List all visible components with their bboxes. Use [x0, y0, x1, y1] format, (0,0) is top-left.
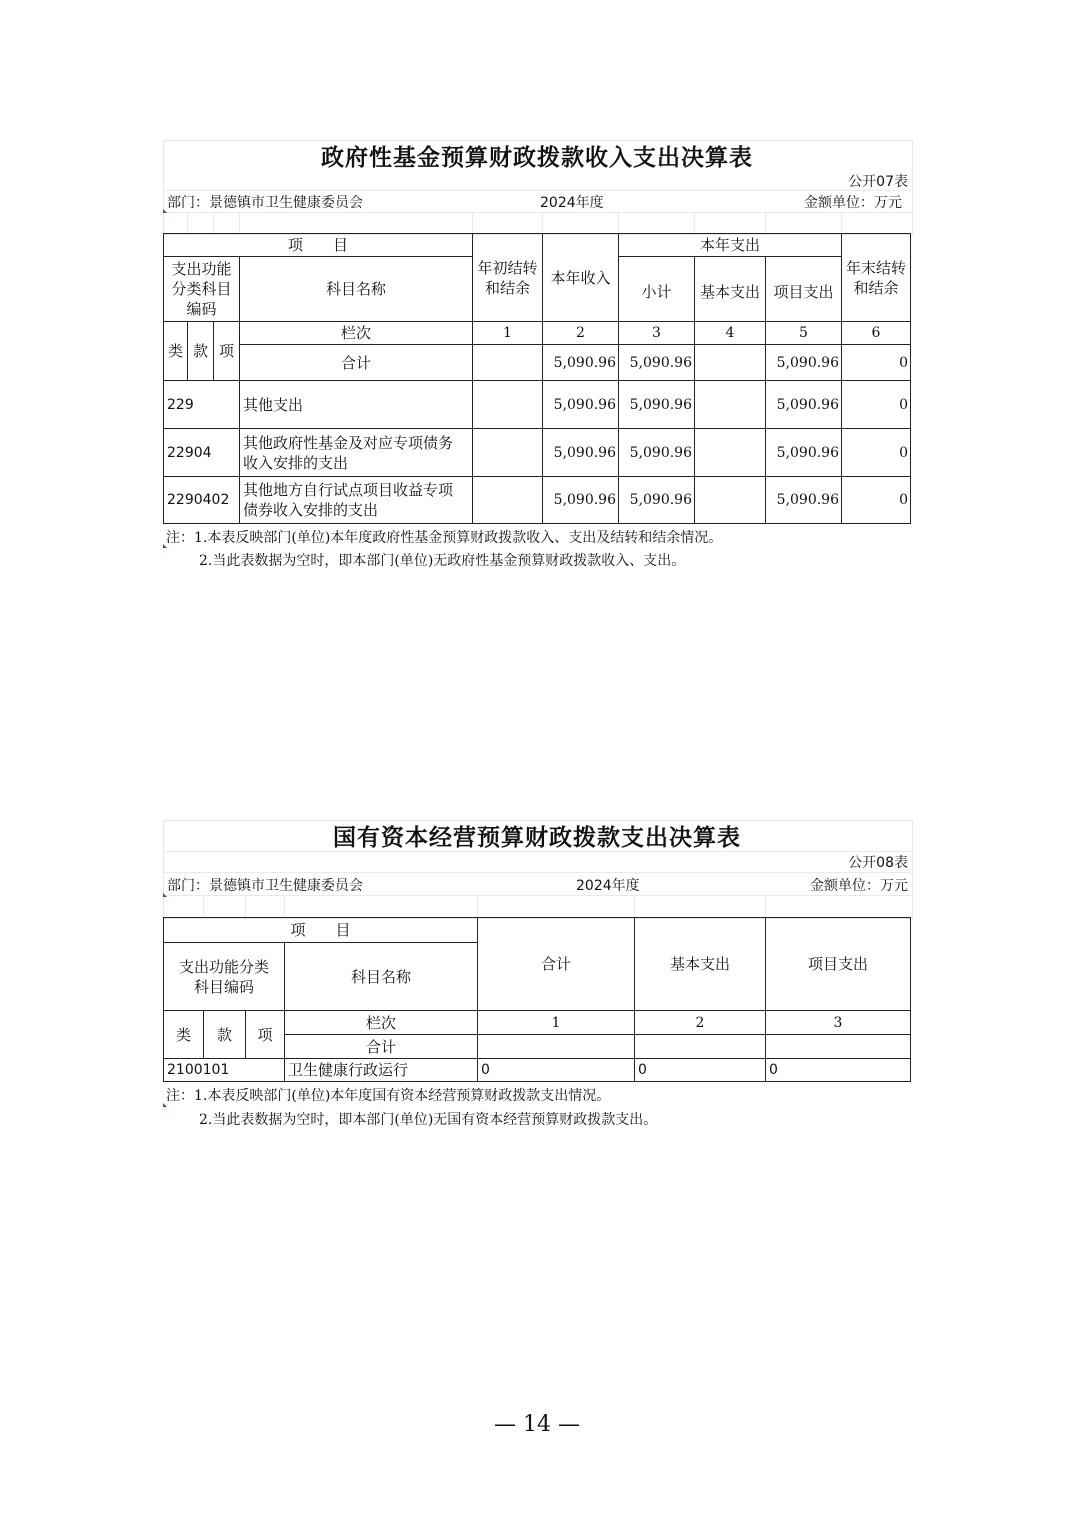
- header-xiangmu: 项 目: [163, 233, 473, 257]
- total-cell: [472, 344, 543, 381]
- row-cell: 5,090.96: [618, 476, 695, 524]
- row-code: 22904: [163, 428, 240, 477]
- cell-marker-icon: [163, 893, 167, 897]
- header-xiang: 项: [213, 321, 240, 381]
- row-name: 其他政府性基金及对应专项债务收入安排的支出: [239, 428, 473, 477]
- note-1: 注：1.本表反映部门(单位)本年度国有资本经营预算财政拨款支出情况。: [166, 1088, 611, 1104]
- row-cell: 5,090.96: [618, 380, 695, 429]
- row-cell: 5,090.96: [618, 428, 695, 477]
- row-cell: 0: [477, 1058, 635, 1082]
- lanci-label: 栏次: [239, 321, 473, 345]
- note-2: 2.当此表数据为空时，即本部门(单位)无国有资本经营预算财政拨款支出。: [199, 1112, 658, 1128]
- header-name: 科目名称: [284, 942, 478, 1011]
- total-label: 合计: [239, 344, 473, 381]
- row-name: 卫生健康行政运行: [284, 1058, 478, 1082]
- header-code: 支出功能分类科目编码: [163, 256, 240, 322]
- header-xiang: 项: [245, 1010, 285, 1059]
- row-cell: 0: [841, 476, 911, 524]
- row-cell: 5,090.96: [765, 428, 842, 477]
- row-cell: [694, 428, 766, 477]
- row-cell: 0: [634, 1058, 766, 1082]
- cell-marker-icon: [163, 544, 167, 548]
- total-cell: [477, 1034, 635, 1059]
- header-nianmo: 年末结转和结余: [841, 233, 911, 322]
- lanci-1: 1: [472, 321, 543, 345]
- lanci-4: 4: [694, 321, 766, 345]
- department-label: 部门：景德镇市卫生健康委员会: [167, 195, 363, 211]
- row-cell: [694, 476, 766, 524]
- total-label: 合计: [284, 1034, 478, 1059]
- total-cell: [694, 344, 766, 381]
- table-title: 政府性基金预算财政拨款收入支出决算表: [321, 145, 753, 171]
- header-xiaoji: 小计: [618, 256, 695, 322]
- row-cell: 5,090.96: [765, 380, 842, 429]
- total-cell: [765, 1034, 911, 1059]
- row-cell: 5,090.96: [542, 380, 619, 429]
- total-cell: 5,090.96: [618, 344, 695, 381]
- page-number: — 14 —: [494, 1412, 580, 1437]
- row-cell: [472, 380, 543, 429]
- row-code: 2290402: [163, 476, 240, 524]
- header-lei: 类: [163, 1010, 204, 1059]
- row-cell: [694, 380, 766, 429]
- header-kuan: 款: [203, 1010, 246, 1059]
- row-name: 其他支出: [239, 380, 473, 429]
- lanci-6: 6: [841, 321, 911, 345]
- lanci-5: 5: [765, 321, 842, 345]
- header-nianchu: 年初结转和结余: [472, 233, 543, 322]
- note-1: 注：1.本表反映部门(单位)本年度政府性基金预算财政拨款收入、支出及结转和结余情况。: [166, 530, 723, 546]
- fiscal-year: 2024年度: [540, 195, 604, 211]
- table-title: 国有资本经营预算财政拨款支出决算表: [333, 825, 741, 851]
- row-cell: 0: [765, 1058, 911, 1082]
- total-cell: 5,090.96: [542, 344, 619, 381]
- header-lei: 类: [163, 321, 188, 381]
- lanci-1: 1: [477, 1010, 635, 1035]
- row-cell: 0: [841, 428, 911, 477]
- cell-marker-icon: [163, 209, 167, 213]
- row-cell: [472, 476, 543, 524]
- row-code: 2100101: [163, 1058, 285, 1082]
- table-code: 公开07表: [848, 174, 908, 190]
- table-code: 公开08表: [848, 855, 908, 871]
- row-cell: 5,090.96: [765, 476, 842, 524]
- fiscal-year: 2024年度: [576, 878, 640, 894]
- row-cell: [472, 428, 543, 477]
- amount-unit: 金额单位：万元: [804, 195, 902, 211]
- total-cell: 5,090.96: [765, 344, 842, 381]
- row-cell: 5,090.96: [542, 428, 619, 477]
- header-name: 科目名称: [239, 256, 473, 322]
- header-kuan: 款: [187, 321, 214, 381]
- row-cell: 5,090.96: [542, 476, 619, 524]
- total-cell: 0: [841, 344, 911, 381]
- header-xiangmuzhi: 项目支出: [765, 256, 842, 322]
- header-heji: 合计: [477, 917, 635, 1011]
- header-benshou: 本年收入: [542, 233, 619, 322]
- lanci-2: 2: [634, 1010, 766, 1035]
- lanci-3: 3: [765, 1010, 911, 1035]
- amount-unit: 金额单位：万元: [810, 878, 908, 894]
- row-cell: 0: [841, 380, 911, 429]
- note-2: 2.当此表数据为空时，即本部门(单位)无政府性基金预算财政拨款收入、支出。: [199, 553, 686, 569]
- header-xiangmu: 项 目: [163, 917, 478, 943]
- header-code: 支出功能分类科目编码: [163, 942, 285, 1011]
- row-name: 其他地方自行试点项目收益专项债券收入安排的支出: [239, 476, 473, 524]
- cell-marker-icon: [163, 1103, 167, 1107]
- header-xiangmuzhi: 项目支出: [765, 917, 911, 1011]
- header-jiben: 基本支出: [694, 256, 766, 322]
- total-cell: [634, 1034, 766, 1059]
- header-benzhi: 本年支出: [618, 233, 842, 257]
- lanci-label: 栏次: [284, 1010, 478, 1035]
- lanci-3: 3: [618, 321, 695, 345]
- department-label: 部门：景德镇市卫生健康委员会: [167, 878, 363, 894]
- row-code: 229: [163, 380, 240, 429]
- lanci-2: 2: [542, 321, 619, 345]
- header-jiben: 基本支出: [634, 917, 766, 1011]
